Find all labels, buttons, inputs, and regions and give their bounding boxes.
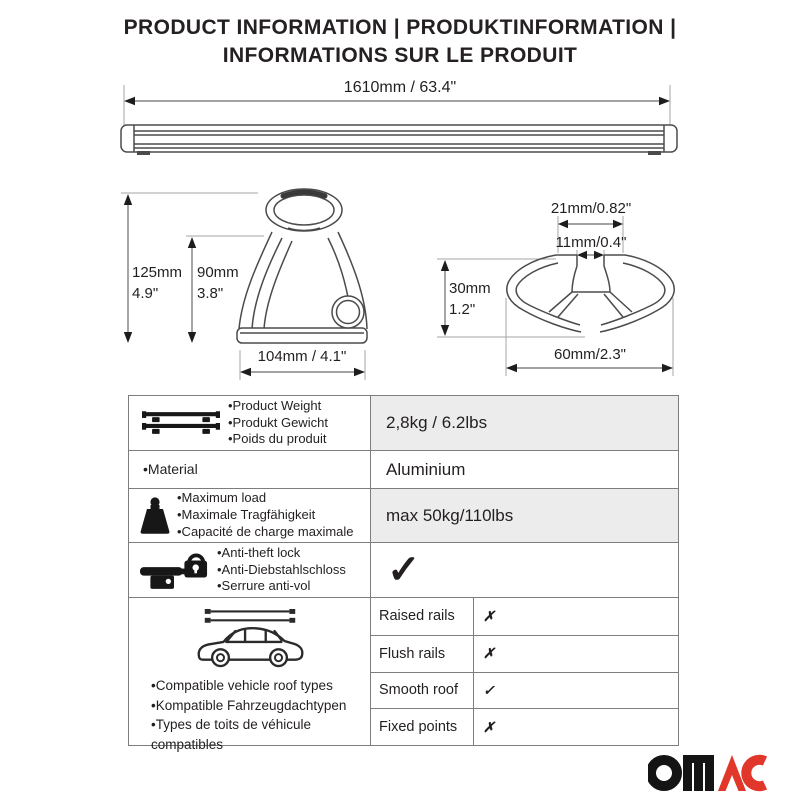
row-labels: •Compatible vehicle roof types •Kompatible Fahrzeugdachtypen •Types de toits de véhicule compatibles <box>151 678 347 752</box>
weight-icon <box>140 497 170 534</box>
profile-height-mm: 30mm <box>449 280 491 297</box>
fixed-points-mark: ✗ <box>483 718 495 735</box>
foot-drawing <box>237 189 367 343</box>
table-row-max-load <box>129 488 678 542</box>
roof-types-subtable <box>371 598 678 745</box>
table-row-anti-theft <box>129 542 678 597</box>
crossbar-length-diagram <box>121 79 677 155</box>
flush-rails-mark: ✗ <box>483 645 495 662</box>
foot-inner-height-mm: 90mm <box>197 264 239 281</box>
row-labels: •Product Weight •Produkt Gewicht •Poids du produit <box>228 397 328 447</box>
material-value: Aluminium <box>386 459 466 479</box>
omac-logo <box>648 753 772 793</box>
row-labels: •Maximum load •Maximale Tragfähigkeit •Capacité de charge maximale <box>177 490 354 539</box>
raised-rails-mark: ✗ <box>483 607 495 624</box>
spec-table <box>128 395 679 752</box>
title-line-2: INFORMATIONS SUR LE PRODUIT <box>222 44 578 68</box>
product-weight-value: 2,8kg / 6.2lbs <box>386 413 488 432</box>
roof-type-fixed-points: Fixed points ✗ <box>371 708 678 745</box>
smooth-roof-mark: ✓ <box>483 681 495 698</box>
table-row-material <box>129 450 678 488</box>
car-roof-icon <box>191 607 309 669</box>
foot-diagram <box>121 189 367 380</box>
foot-height-mm: 125mm <box>132 264 183 281</box>
dimension-diagrams <box>0 60 800 390</box>
table-row-roof-types <box>129 597 678 752</box>
anti-theft-check: ✓ <box>387 548 421 592</box>
title-line-1: PRODUCT INFORMATION | PRODUKTINFORMATION | <box>123 16 677 39</box>
profile-top-width-dim: 21mm/0.82" <box>550 200 632 217</box>
foot-inner-height-in: 3.8" <box>197 285 224 302</box>
roof-type-raised-rails: Raised rails ✗ <box>371 598 678 635</box>
crossbar-drawing <box>121 125 677 155</box>
row-labels: •Material <box>143 461 198 478</box>
roof-type-flush-rails: Flush rails ✗ <box>371 635 678 672</box>
profile-drawing <box>507 255 674 332</box>
roof-type-smooth-roof: Smooth roof ✓ <box>371 672 678 709</box>
bar-length-dim: 1610mm / 63.4" <box>343 79 457 96</box>
roof-bars-icon <box>142 409 220 437</box>
profile-slot-width-dim: 11mm/0.4" <box>555 234 627 251</box>
max-load-value: max 50kg/110lbs <box>386 505 514 525</box>
profile-bottom-width-dim: 60mm/2.3" <box>553 346 627 363</box>
anti-theft-lock-icon <box>140 548 208 592</box>
profile-diagram <box>437 200 674 376</box>
row-labels: •Anti-theft lock •Anti-Diebstahlschloss •Serrure anti-vol <box>217 544 346 594</box>
foot-height-in: 4.9" <box>132 285 159 302</box>
table-row-product-weight <box>129 396 678 450</box>
foot-width-dim: 104mm / 4.1" <box>257 348 347 365</box>
omac-logo-mark <box>648 753 772 793</box>
profile-height-in: 1.2" <box>449 301 476 318</box>
